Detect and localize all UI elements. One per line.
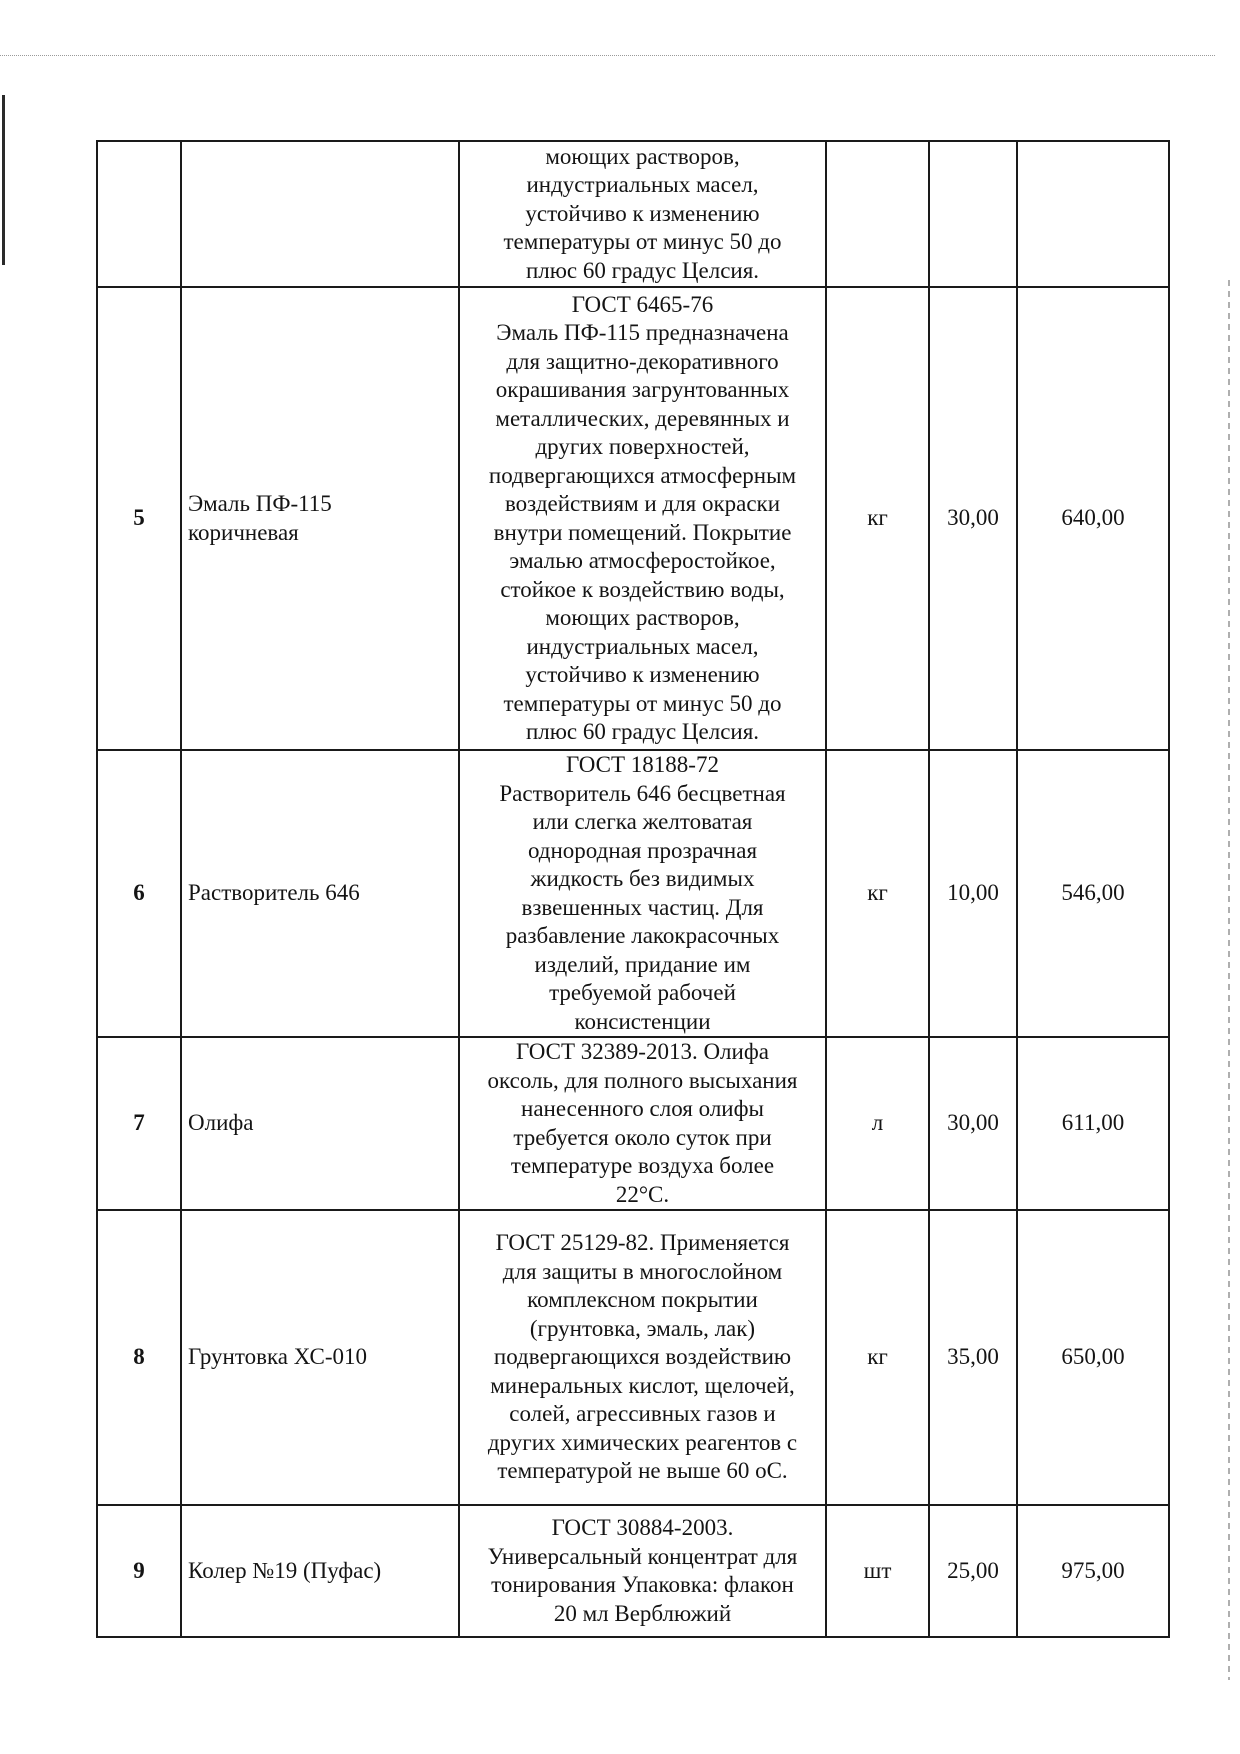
- materials-table: [96, 140, 1170, 1638]
- item-price: 611,00: [1017, 1037, 1169, 1210]
- table-row: [97, 1505, 1169, 1637]
- item-name-line: Колер №19 (Пуфас): [188, 1557, 382, 1583]
- description-line: солей, агрессивных газов и: [509, 1401, 776, 1427]
- item-unit: [826, 141, 929, 287]
- item-quantity: 30,00: [929, 1037, 1017, 1210]
- item-price: 650,00: [1017, 1210, 1169, 1505]
- item-description: [459, 1210, 826, 1505]
- description-line: для защиты в многослойном: [502, 1258, 783, 1284]
- row-number: 9: [97, 1505, 181, 1637]
- description-line: других химических реагентов с: [487, 1429, 798, 1455]
- item-description: [459, 141, 826, 287]
- row-number: 5: [97, 287, 181, 750]
- item-name: [181, 287, 459, 750]
- description-line: плюс 60 градус Целсия.: [525, 719, 760, 744]
- item-unit: л: [826, 1037, 929, 1210]
- item-name-line: коричневая: [188, 519, 299, 545]
- description-line: других поверхностей,: [535, 434, 750, 459]
- description-line: ГОСТ 18188-72: [566, 752, 719, 777]
- description-line: Универсальный концентрат для: [487, 1543, 798, 1569]
- item-description: [459, 287, 826, 750]
- description-line: устойчиво к изменению: [525, 200, 760, 226]
- description-line: жидкость без видимых: [530, 866, 755, 891]
- description-line: подвергающихся воздействию: [493, 1344, 792, 1370]
- description-line: окрашивания загрунтованных: [495, 377, 790, 402]
- description-line: ГОСТ 30884-2003.: [551, 1515, 734, 1540]
- description-line: для защитно-декоративного: [506, 348, 779, 374]
- description-line: тонирования Упаковка: флакон: [491, 1572, 794, 1597]
- scan-artifact-top: [0, 55, 1215, 56]
- description-line: подвергающихся атмосферным: [488, 462, 797, 488]
- row-number: 6: [97, 750, 181, 1037]
- item-name: [181, 1037, 459, 1210]
- row-number: [97, 141, 181, 287]
- description-line: или слегка желтоватая: [532, 809, 753, 834]
- description-line: устойчиво к изменению: [525, 662, 760, 687]
- description-line: моющих растворов,: [545, 143, 740, 169]
- table-row: [97, 1037, 1169, 1210]
- item-name: [181, 1505, 459, 1637]
- row-number: 8: [97, 1210, 181, 1505]
- item-name-line: Эмаль ПФ-115: [188, 491, 332, 516]
- description-line: эмалью атмосферостойкое,: [509, 548, 776, 573]
- description-line: 22°С.: [615, 1181, 670, 1207]
- item-unit: кг: [826, 1210, 929, 1505]
- description-line: температуры от минус 50 до: [503, 229, 782, 255]
- description-line: разбавление лакокрасочных: [505, 923, 780, 948]
- description-line: требуемой рабочей: [549, 980, 736, 1005]
- description-line: Эмаль ПФ-115 предназначена: [496, 320, 789, 345]
- description-line: ГОСТ 6465-76: [571, 291, 714, 317]
- description-line: металлических, деревянных и: [495, 405, 790, 431]
- scan-artifact-right: [1228, 280, 1230, 1680]
- item-quantity: 25,00: [929, 1505, 1017, 1637]
- table-row: [97, 287, 1169, 750]
- description-line: однородная прозрачная: [527, 837, 758, 863]
- description-line: комплексном покрытии: [527, 1287, 758, 1313]
- item-quantity: 10,00: [929, 750, 1017, 1037]
- item-description: [459, 1037, 826, 1210]
- description-line: температуре воздуха более: [510, 1153, 775, 1178]
- description-line: воздействиям и для окраски: [504, 491, 781, 516]
- description-line: температуры от минус 50 до: [503, 690, 782, 716]
- item-name: [181, 750, 459, 1037]
- item-name-line: Грунтовка ХС-010: [188, 1344, 367, 1370]
- item-price: [1017, 141, 1169, 287]
- item-name-line: Растворитель 646: [188, 880, 360, 906]
- description-line: моющих растворов,: [545, 605, 740, 630]
- item-quantity: 35,00: [929, 1210, 1017, 1505]
- table-row: [97, 750, 1169, 1037]
- item-name: [181, 141, 459, 287]
- item-quantity: [929, 141, 1017, 287]
- description-line: консистенции: [574, 1008, 711, 1034]
- description-line: взвешенных частиц. Для: [521, 894, 764, 920]
- table-row: [97, 1210, 1169, 1505]
- item-unit: кг: [826, 750, 929, 1037]
- item-description: [459, 750, 826, 1037]
- description-line: Растворитель 646 бесцветная: [499, 780, 786, 806]
- description-line: изделий, придание им: [534, 951, 751, 977]
- item-name-line: Олифа: [188, 1110, 254, 1136]
- description-line: требуется около суток при: [513, 1124, 772, 1150]
- description-line: стойкое к воздействию воды,: [500, 576, 785, 602]
- description-line: индустриальных масел,: [526, 172, 759, 198]
- description-line: минеральных кислот, щелочей,: [490, 1372, 795, 1398]
- description-line: 20 мл Верблюжий: [553, 1600, 732, 1626]
- item-quantity: 30,00: [929, 287, 1017, 750]
- item-unit: шт: [826, 1505, 929, 1637]
- item-price: 640,00: [1017, 287, 1169, 750]
- description-line: (грунтовка, эмаль, лак): [529, 1315, 756, 1341]
- table-row: [97, 141, 1169, 287]
- materials-table-body: [97, 141, 1169, 1637]
- description-line: плюс 60 градус Целсия.: [525, 257, 760, 283]
- item-description: [459, 1505, 826, 1637]
- item-price: 546,00: [1017, 750, 1169, 1037]
- description-line: индустриальных масел,: [526, 633, 759, 659]
- description-line: оксоль, для полного высыхания: [487, 1067, 798, 1093]
- description-line: нанесенного слоя олифы: [521, 1096, 764, 1121]
- item-name: [181, 1210, 459, 1505]
- item-unit: кг: [826, 287, 929, 750]
- description-line: ГОСТ 25129-82. Применяется: [495, 1230, 790, 1256]
- description-line: температурой не выше 60 оС.: [497, 1458, 788, 1484]
- item-price: 975,00: [1017, 1505, 1169, 1637]
- description-line: внутри помещений. Покрытие: [493, 519, 792, 545]
- scan-artifact-left: [2, 95, 5, 265]
- description-line: ГОСТ 32389-2013. Олифа: [516, 1039, 769, 1064]
- row-number: 7: [97, 1037, 181, 1210]
